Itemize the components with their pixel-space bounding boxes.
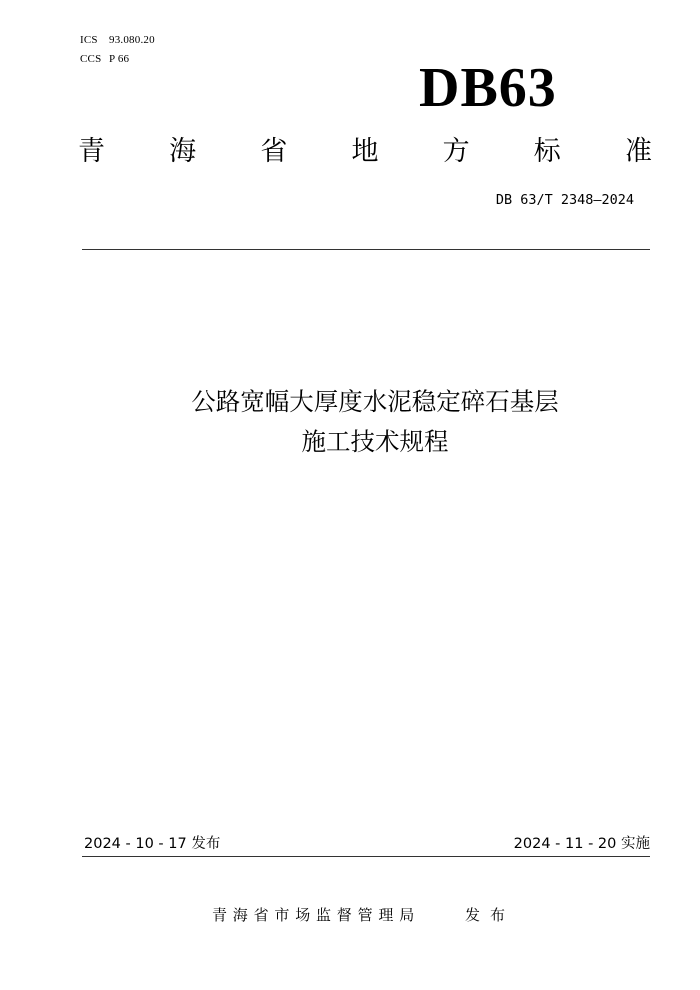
title-line-1: 公路宽幅大厚度水泥稳定碎石基层 <box>191 387 559 416</box>
document-title <box>0 382 700 462</box>
standard-type-char: 海 <box>169 136 197 167</box>
standard-type-heading <box>78 134 652 170</box>
title-line-2: 施工技术规程 <box>301 427 449 456</box>
standard-type-char: 地 <box>351 136 379 167</box>
implementation-date: 2024 - 11 - 20 实施 <box>513 836 650 852</box>
ics-label: ICS <box>80 34 98 46</box>
standard-number: DB 63/T 2348—2024 <box>495 192 634 208</box>
ccs-label: CCS <box>80 53 102 65</box>
standard-type-char: 省 <box>260 136 288 167</box>
divider-top <box>82 249 650 250</box>
publisher: 青海省市场监督管理局 <box>212 906 421 924</box>
standard-type-char: 方 <box>442 136 470 167</box>
ics-code: 93.080.20 <box>109 34 155 46</box>
ccs-line <box>80 53 129 65</box>
standard-type-char: 准 <box>624 136 652 167</box>
issue-date: 2024 - 10 - 17 发布 <box>84 836 221 852</box>
divider-bottom <box>82 856 650 857</box>
publish-word: 发布 <box>465 906 516 924</box>
standard-type-char: 青 <box>78 136 105 167</box>
ccs-code: P 66 <box>109 53 130 65</box>
ics-line <box>80 34 155 46</box>
standard-type-char: 标 <box>533 136 561 167</box>
db-logo: DB63 <box>419 57 557 119</box>
